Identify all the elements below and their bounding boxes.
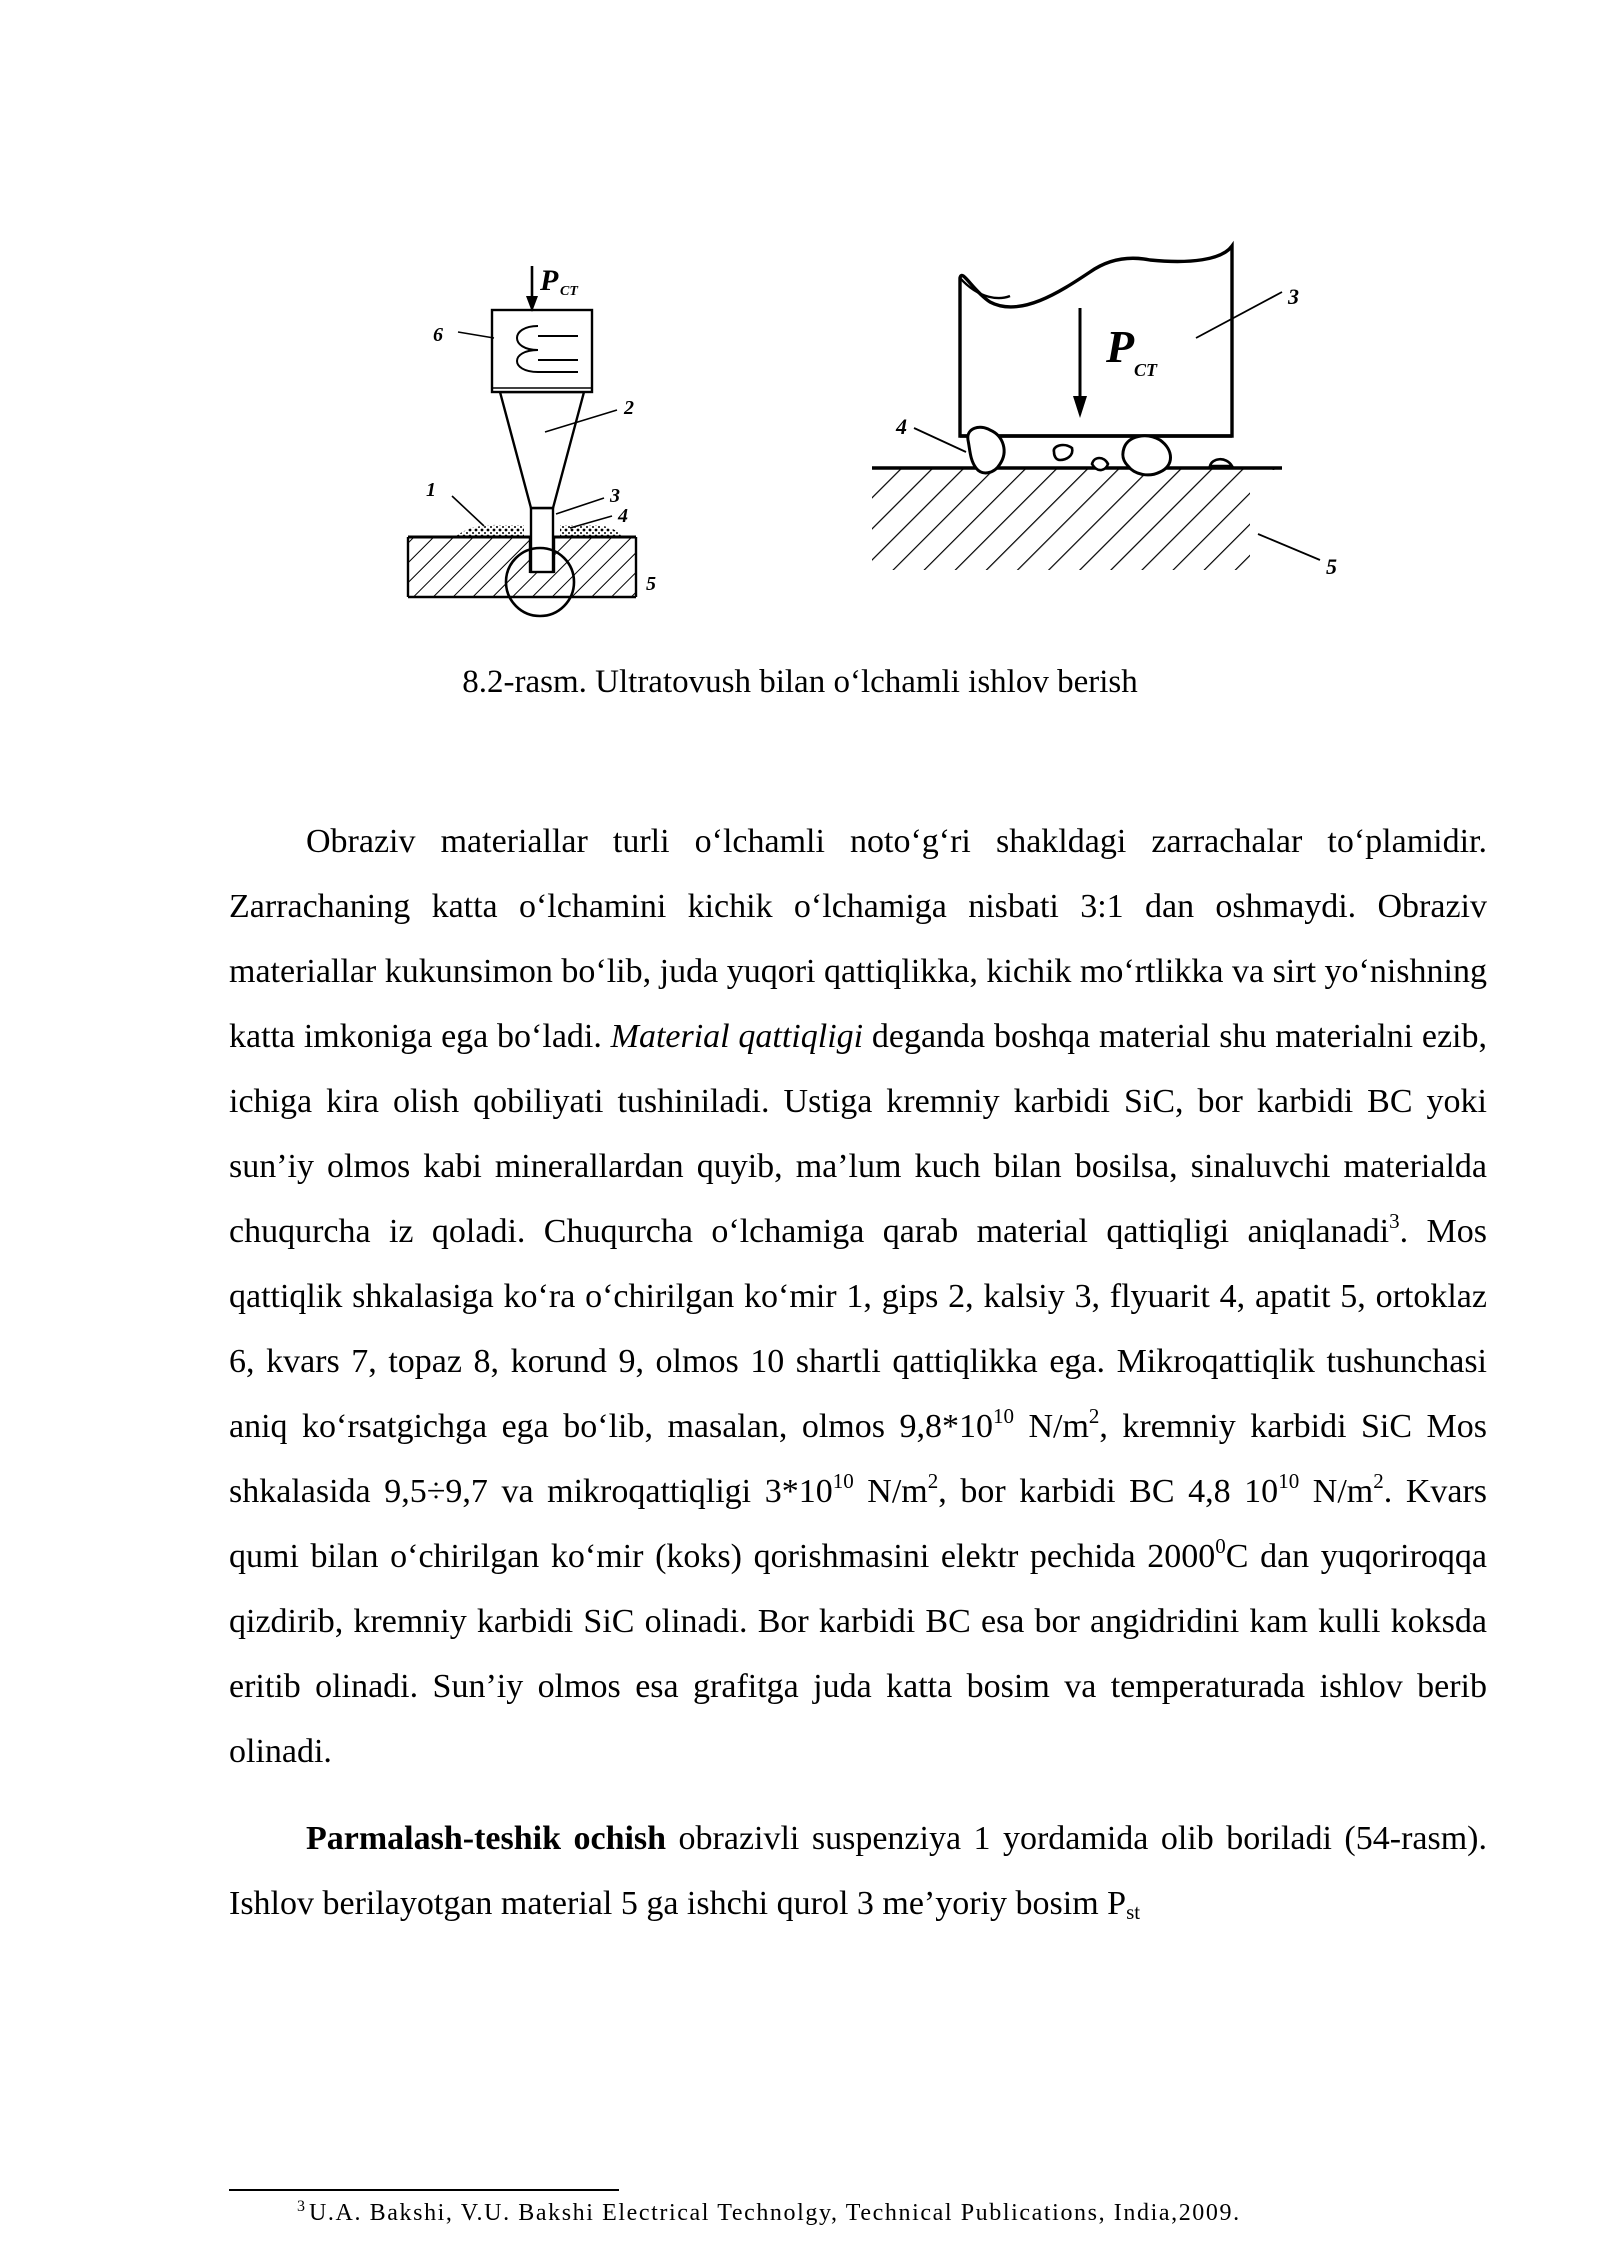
- term-material-hardness: Material qattiqligi: [610, 1018, 864, 1055]
- suspension-particles: [455, 525, 524, 537]
- text-run: N/m: [853, 1473, 928, 1510]
- superscript: 2: [1373, 1469, 1384, 1493]
- superscript: 0: [1215, 1534, 1226, 1558]
- tool-block: [960, 246, 1232, 436]
- left-force-label: P: [540, 264, 559, 297]
- callout-4-right: 4: [896, 414, 907, 439]
- callout-5: 5: [646, 573, 656, 595]
- term-drilling: Parmalash-teshik ochish: [306, 1820, 667, 1857]
- subscript: st: [1126, 1900, 1141, 1924]
- callout-4: 4: [618, 505, 628, 527]
- callout-3: 3: [610, 485, 620, 507]
- text-run: N/m: [1013, 1408, 1089, 1445]
- text-run: . Kvars qumi bilan o‘chirilgan ko‘mir (koks) qorishmasini elektr pechida 2000: [229, 1473, 1488, 1575]
- right-diagram: [872, 246, 1320, 580]
- callout-6: 6: [433, 324, 443, 346]
- footnote-separator: [229, 2189, 619, 2191]
- workpiece-hatch-right: [872, 468, 1280, 570]
- right-force-label: P: [1106, 321, 1135, 372]
- text-run: N/m: [1299, 1473, 1374, 1510]
- text-run: , kremniy karbidi SiC Mos shkalasida 9,5÷9,7 va mikroqattiqligi 3*10: [229, 1408, 1488, 1510]
- callout-5-right: 5: [1326, 554, 1337, 579]
- footnote: [297, 2198, 1497, 2228]
- text-run: , bor karbidi BC 4,8 10: [938, 1473, 1279, 1510]
- text-run: Obraziv materiallar turli o‘lchamli noto‘g‘ri shakldagi zarrachalar to‘plamidir. Zarrachaning katta o‘lchamini kichik o‘lchamiga nisbati 3:1 dan oshmaydi. Obraziv materiallar kukunsimon bo‘lib, juda yuqori qattiqlikka, kichik mo‘rtlikka va sirt yo‘nishning katta imkoniga ega bo‘ladi.: [229, 823, 1487, 1055]
- left-force-subscript: CT: [560, 284, 578, 299]
- body-text: [229, 809, 1487, 1936]
- superscript: 10: [1278, 1469, 1300, 1493]
- callout-2: 2: [624, 397, 634, 419]
- workpiece-hatch: [408, 537, 636, 597]
- superscript: 10: [832, 1469, 854, 1493]
- abrasive-particle: [968, 427, 1004, 473]
- callout-1: 1: [426, 479, 436, 501]
- figure-caption: 8.2-rasm. Ultratovush bilan o‘lchamli ishlov berish: [462, 664, 1138, 700]
- figure-8-2: [0, 0, 1600, 640]
- left-diagram: [408, 266, 636, 616]
- text-run: C dan yuqoriroqqa qizdirib, kremniy karbidi SiC olinadi. Bor karbidi BC esa bor angidridini kam kulli koksda eritib olinadi. Sun’iy olmos esa grafitga juda katta bosim va temperaturada ishlov berib olinadi.: [229, 1538, 1487, 1770]
- right-force-subscript: CT: [1134, 360, 1158, 380]
- callout-3-right: 3: [1288, 284, 1299, 309]
- footnote-text: U.A. Bakshi, V.U. Bakshi Electrical Technolgy, Technical Publications, India,2009.: [309, 2200, 1241, 2226]
- paragraph-drilling: [229, 1806, 1487, 1936]
- superscript: 2: [1088, 1404, 1100, 1428]
- superscript: 10: [992, 1404, 1014, 1428]
- footnote-ref[interactable]: 3: [1389, 1209, 1400, 1233]
- superscript: 2: [927, 1469, 939, 1493]
- text-run: . Mos qattiqlik shkalasiga ko‘ra o‘chirilgan ko‘mir 1, gips 2, kalsiy 3, flyuarit 4, apatit 5, ortoklaz 6, kvars 7, topaz 8, korund 9, olmos 10 shartli qattiqlikka ega. Mikroqattiqlik tushunchasi aniq ko‘rsatgichga ega bo‘lib, masalan, olmos 9,8*10: [229, 1213, 1487, 1445]
- figure-drawing: [0, 0, 1600, 640]
- footnote-marker: 3: [297, 2198, 305, 2215]
- text-run: obrazivli suspenziya 1 yordamida olib boriladi (54-rasm). Ishlov berilayotgan material 5 ga ishchi qurol 3 me’yoriy bosim P: [229, 1820, 1487, 1922]
- text-run: deganda boshqa material shu materialni ezib, ichiga kira olish qobiliyati tushiniladi. Ustiga kremniy karbidi SiC, bor karbidi BC yoki sun’iy olmos kabi minerallardan quyib, ma’lum kuch bilan bosilsa, sinaluvchi materialda chuqurcha iz qoladi. Chuqurcha o‘lchamiga qarab material qattiqligi aniqlanadi: [229, 1018, 1487, 1250]
- paragraph-abrasive-materials: [229, 809, 1487, 1784]
